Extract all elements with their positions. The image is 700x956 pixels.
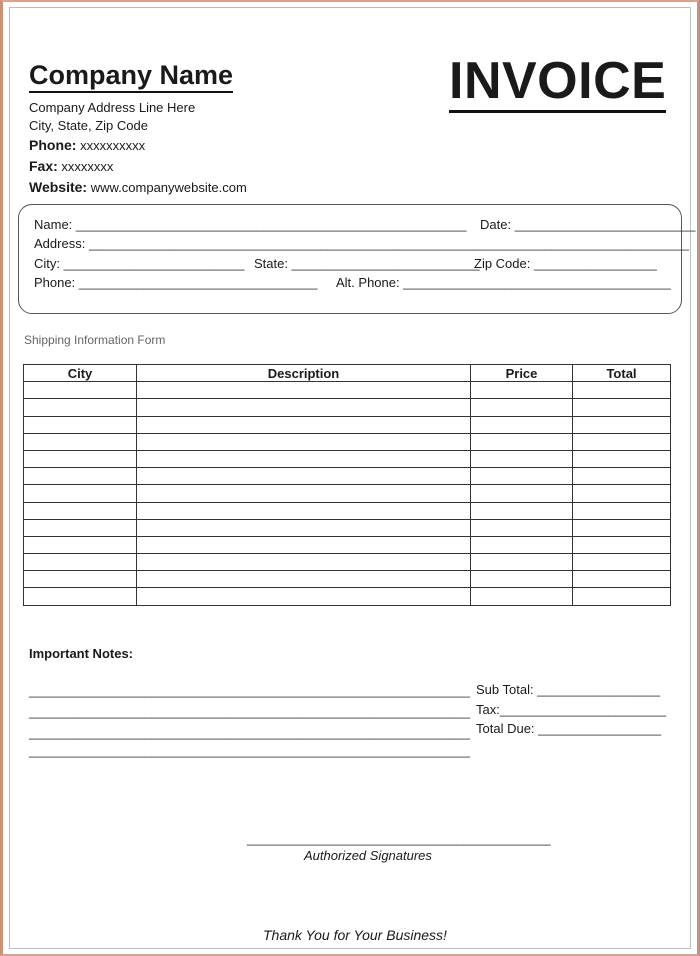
shipping-information-label: Shipping Information Form <box>24 333 166 347</box>
zip-code-label: Zip Code: <box>474 256 531 271</box>
note-line[interactable]: _____________________________________________________________ <box>29 743 471 758</box>
table-row <box>24 519 671 536</box>
alt-phone-label: Alt. Phone: <box>336 275 400 290</box>
cell-price[interactable] <box>471 588 573 605</box>
table-row <box>24 485 671 502</box>
cell-total[interactable] <box>573 571 671 588</box>
table-row <box>24 502 671 519</box>
cell-total[interactable] <box>573 502 671 519</box>
phone-value: xxxxxxxxxx <box>80 138 146 153</box>
cell-total[interactable] <box>573 588 671 605</box>
cell-city[interactable] <box>24 588 137 605</box>
cell-price[interactable] <box>471 519 573 536</box>
cell-price[interactable] <box>471 433 573 450</box>
cell-city[interactable] <box>24 433 137 450</box>
company-website <box>29 179 247 196</box>
authorized-signatures-caption: Authorized Signatures <box>304 848 432 863</box>
items-table <box>23 364 671 606</box>
table-row <box>24 416 671 433</box>
tax-field[interactable]: Tax:_______________________ <box>476 702 667 717</box>
column-header-total: Total <box>573 365 671 382</box>
cell-city[interactable] <box>24 468 137 485</box>
website-label: Website: <box>29 179 88 195</box>
cell-description[interactable] <box>137 416 471 433</box>
company-name: Company Name <box>29 60 233 93</box>
customer-phone-label: Phone: <box>34 275 76 290</box>
cell-description[interactable] <box>137 536 471 553</box>
cell-city[interactable] <box>24 416 137 433</box>
fax-value: xxxxxxxx <box>61 159 114 174</box>
items-table-body <box>24 382 671 605</box>
table-row <box>24 433 671 450</box>
subtotal-field[interactable]: Sub Total: _________________ <box>476 682 661 697</box>
table-row <box>24 554 671 571</box>
signature-line[interactable]: __________________________________________ <box>247 831 551 846</box>
total-due-field[interactable]: Total Due: _________________ <box>476 721 662 736</box>
cell-total[interactable] <box>573 468 671 485</box>
address-label: Address: <box>34 236 86 251</box>
cell-price[interactable] <box>471 571 573 588</box>
alt-phone-field[interactable]: Alt. Phone: _____________________________________ <box>336 275 671 290</box>
cell-price[interactable] <box>471 450 573 467</box>
cell-price[interactable] <box>471 485 573 502</box>
table-header-row <box>24 365 671 382</box>
cell-price[interactable] <box>471 502 573 519</box>
subtotal-label: Sub Total: <box>476 682 534 697</box>
note-line[interactable]: _____________________________________________________________ <box>29 725 471 740</box>
cell-city[interactable] <box>24 571 137 588</box>
cell-price[interactable] <box>471 554 573 571</box>
cell-description[interactable] <box>137 468 471 485</box>
cell-description[interactable] <box>137 485 471 502</box>
cell-price[interactable] <box>471 536 573 553</box>
company-address: Company Address Line Here <box>29 100 196 115</box>
cell-city[interactable] <box>24 502 137 519</box>
name-label: Name: <box>34 217 73 232</box>
cell-total[interactable] <box>573 433 671 450</box>
cell-city[interactable] <box>24 519 137 536</box>
cell-city[interactable] <box>24 450 137 467</box>
cell-city[interactable] <box>24 399 137 416</box>
note-line[interactable]: _____________________________________________________________ <box>29 683 471 698</box>
column-header-description: Description <box>137 365 471 382</box>
table-row <box>24 588 671 605</box>
table-row <box>24 382 671 399</box>
cell-description[interactable] <box>137 399 471 416</box>
state-label: State: <box>254 256 288 271</box>
invoice-title: INVOICE <box>449 52 666 113</box>
address-field[interactable]: Address: ___________________________________________________________________________________ <box>34 236 690 251</box>
cell-city[interactable] <box>24 536 137 553</box>
cell-description[interactable] <box>137 382 471 399</box>
cell-price[interactable] <box>471 468 573 485</box>
important-notes-label: Important Notes: <box>29 646 133 661</box>
cell-description[interactable] <box>137 588 471 605</box>
table-row <box>24 399 671 416</box>
table-row <box>24 536 671 553</box>
cell-description[interactable] <box>137 571 471 588</box>
company-city-state-zip: City, State, Zip Code <box>29 118 148 133</box>
website-value: www.companywebsite.com <box>90 180 247 195</box>
date-label: Date: <box>480 217 512 232</box>
thank-you-message: Thank You for Your Business! <box>263 927 447 943</box>
cell-description[interactable] <box>137 502 471 519</box>
cell-price[interactable] <box>471 382 573 399</box>
cell-price[interactable] <box>471 399 573 416</box>
cell-total[interactable] <box>573 399 671 416</box>
column-header-price: Price <box>471 365 573 382</box>
column-header-city: City <box>24 365 137 382</box>
cell-total[interactable] <box>573 416 671 433</box>
total-due-label: Total Due: <box>476 721 535 736</box>
cell-city[interactable] <box>24 485 137 502</box>
company-fax <box>29 158 113 175</box>
cell-description[interactable] <box>137 554 471 571</box>
phone-field[interactable]: Phone: _________________________________ <box>34 275 318 290</box>
table-row <box>24 571 671 588</box>
phone-label: Phone: <box>29 137 77 153</box>
cell-total[interactable] <box>573 450 671 467</box>
cell-description[interactable] <box>137 450 471 467</box>
table-row <box>24 468 671 485</box>
cell-total[interactable] <box>573 554 671 571</box>
cell-total[interactable] <box>573 485 671 502</box>
city-field[interactable]: City: _________________________ <box>34 256 245 271</box>
note-line[interactable]: _____________________________________________________________ <box>29 704 471 719</box>
cell-city[interactable] <box>24 554 137 571</box>
tax-label: Tax: <box>476 702 500 717</box>
name-field[interactable]: Name: ______________________________________________________ <box>34 217 467 232</box>
table-row <box>24 450 671 467</box>
state-field[interactable]: State: __________________________ <box>254 256 480 271</box>
cell-description[interactable] <box>137 519 471 536</box>
cell-description[interactable] <box>137 433 471 450</box>
cell-city[interactable] <box>24 382 137 399</box>
cell-price[interactable] <box>471 416 573 433</box>
fax-label: Fax: <box>29 158 58 174</box>
cell-total[interactable] <box>573 382 671 399</box>
city-label: City: <box>34 256 60 271</box>
date-field[interactable]: Date: _________________________ <box>480 217 696 232</box>
company-phone <box>29 137 145 154</box>
cell-total[interactable] <box>573 519 671 536</box>
cell-total[interactable] <box>573 536 671 553</box>
zip-code-field[interactable]: Zip Code: _________________ <box>474 256 657 271</box>
